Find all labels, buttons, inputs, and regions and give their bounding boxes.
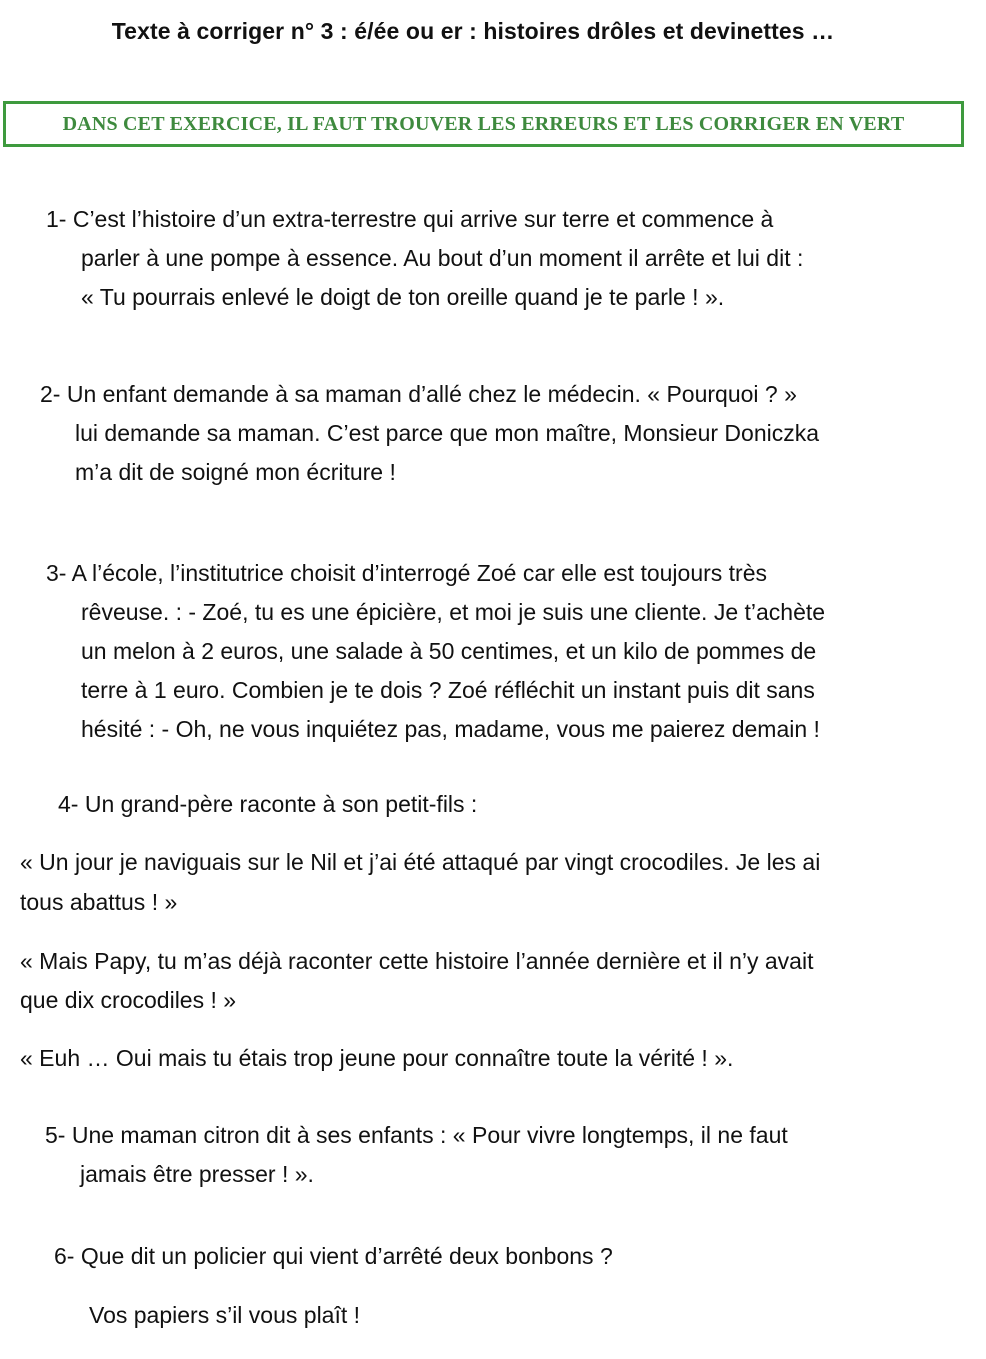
item-3-line-5: hésité : - Oh, ne vous inquiétez pas, madame, vous me paierez demain ! bbox=[81, 716, 820, 742]
item-1-line-3: « Tu pourrais enlevé le doigt de ton oreille quand je te parle ! ». bbox=[81, 284, 725, 310]
item-6-answer: Vos papiers s’il vous plaît ! bbox=[89, 1302, 361, 1328]
item-6-line-1: 6- Que dit un policier qui vient d’arrêté deux bonbons ? bbox=[54, 1243, 613, 1269]
item-2-line-1: 2- Un enfant demande à sa maman d’allé chez le médecin. « Pourquoi ? » bbox=[40, 381, 797, 407]
item-4-line-1: 4- Un grand-père raconte à son petit-fils : bbox=[58, 791, 478, 817]
item-5-line-1: 5- Une maman citron dit à ses enfants : « Pour vivre longtemps, il ne faut bbox=[45, 1122, 788, 1148]
item-2-line-2: lui demande sa maman. C’est parce que mon maître, Monsieur Doniczka bbox=[75, 420, 820, 446]
item-5-line-2: jamais être presser ! ». bbox=[80, 1161, 314, 1187]
item-1-line-1: 1- C’est l’histoire d’un extra-terrestre qui arrive sur terre et commence à bbox=[46, 206, 774, 232]
item-4-paragraph-1-line-2: tous abattus ! » bbox=[20, 889, 178, 915]
item-4-paragraph-1-line-1: « Un jour je naviguais sur le Nil et j’ai été attaqué par vingt crocodiles. Je les ai bbox=[20, 849, 821, 875]
item-4-paragraph-2-line-1: « Mais Papy, tu m’as déjà raconter cette histoire l’année dernière et il n’y avait bbox=[20, 948, 814, 974]
item-1-line-2: parler à une pompe à essence. Au bout d’un moment il arrête et lui dit : bbox=[81, 245, 804, 271]
item-2-line-3: m’a dit de soigné mon écriture ! bbox=[75, 459, 396, 485]
instruction-banner: DANS CET EXERCICE, IL FAUT TROUVER LES ERREURS ET LES CORRIGER EN VERT bbox=[3, 101, 964, 147]
item-3-line-3: un melon à 2 euros, une salade à 50 centimes, et un kilo de pommes de bbox=[81, 638, 817, 664]
item-3-line-4: terre à 1 euro. Combien je te dois ? Zoé réfléchit un instant puis dit sans bbox=[81, 677, 815, 703]
item-3-line-2: rêveuse. : - Zoé, tu es une épicière, et moi je suis une cliente. Je t’achète bbox=[81, 599, 826, 625]
item-4-paragraph-2-line-2: que dix crocodiles ! » bbox=[20, 987, 237, 1013]
document-title: Texte à corriger n° 3 : é/ée ou er : histoires drôles et devinettes … bbox=[111, 18, 835, 44]
item-4-paragraph-3-line-1: « Euh … Oui mais tu étais trop jeune pour connaître toute la vérité ! ». bbox=[20, 1045, 734, 1071]
item-3-line-1: 3- A l’école, l’institutrice choisit d’interrogé Zoé car elle est toujours très bbox=[46, 560, 767, 586]
